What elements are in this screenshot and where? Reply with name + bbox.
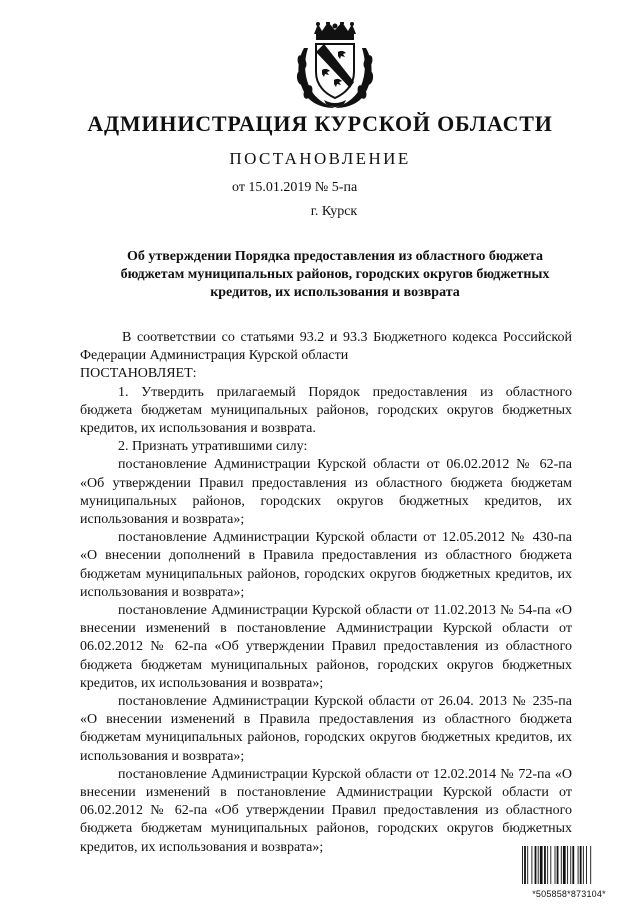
item-1-paragraph: 1. Утвердить прилагаемый Порядок предоставления из областного бюджета бюджетам муниципальных районов, городских округов бюджетных кредитов, их использования и возврата. <box>80 384 572 437</box>
decree-word: ПОСТАНОВЛЯЕТ: <box>80 366 197 382</box>
repealed-act-4: постановление Администрации Курской области от 26.04. 2013 № 235-па «О внесении изменений в Правила предоставления из областного бюджета бюджетам муниципальных районов, городских округов бюджетных кредитов, их использования и возврата»; <box>80 694 572 764</box>
barcode-bars <box>521 846 617 884</box>
document-type: ПОСТАНОВЛЕНИЕ <box>229 149 411 168</box>
repealed-act-3: постановление Администрации Курской области от 11.02.2013 № 54-па «О внесении изменений в постановление Администрации Курской области от 06.02.2012 № 62-па «Об утверждении Правил предоставления из областного бюджета бюджетам муниципальных районов, городских округов бюджетных кредитов, их использования и возврата»; <box>80 603 572 691</box>
document-body <box>80 329 572 857</box>
document-subject: Об утверждении Порядка предоставления из областного бюджета бюджетам муниципальных районов, городских округов бюджетных кредитов, их использования и возврата <box>120 249 550 300</box>
barcode-number: *505858*873104* <box>532 889 606 899</box>
repealed-act-1: постановление Администрации Курской области от 06.02.2012 № 62-па «Об утверждении Правил предоставления из областного бюджета бюджетам муниципальных районов, городских округов бюджетных кредитов, их использования и возврата»; <box>80 457 572 528</box>
document-date-number: от 15.01.2019 № 5-па <box>232 180 358 195</box>
kursk-coat-of-arms-icon <box>294 22 376 108</box>
repealed-act-2: постановление Администрации Курской области от 12.05.2012 № 430-па «О внесении дополнений в Правила предоставления из областного бюджета бюджетам муниципальных районов, городских округов бюджетных кредитов, их использования и возврата»; <box>80 530 572 600</box>
document-city: г. Курск <box>310 204 358 219</box>
organization-title: АДМИНИСТРАЦИЯ КУРСКОЙ ОБЛАСТИ <box>87 111 553 136</box>
repealed-act-5: постановление Администрации Курской области от 12.02.2014 № 72-па «О внесении изменений в постановление Администрации Курской области от 06.02.2012 № 62-па «Об утверждении Правил предоставления из областного бюджета бюджетам муниципальных районов, городских округов бюджетных кредитов, их использования и возврата»; <box>80 766 572 855</box>
document-barcode <box>521 846 617 899</box>
intro-paragraph: В соответствии со статьями 93.2 и 93.3 Бюджетного кодекса Российской Федерации Администрация Курской области <box>80 330 572 364</box>
item-2-paragraph: 2. Признать утратившими силу: <box>118 439 308 455</box>
